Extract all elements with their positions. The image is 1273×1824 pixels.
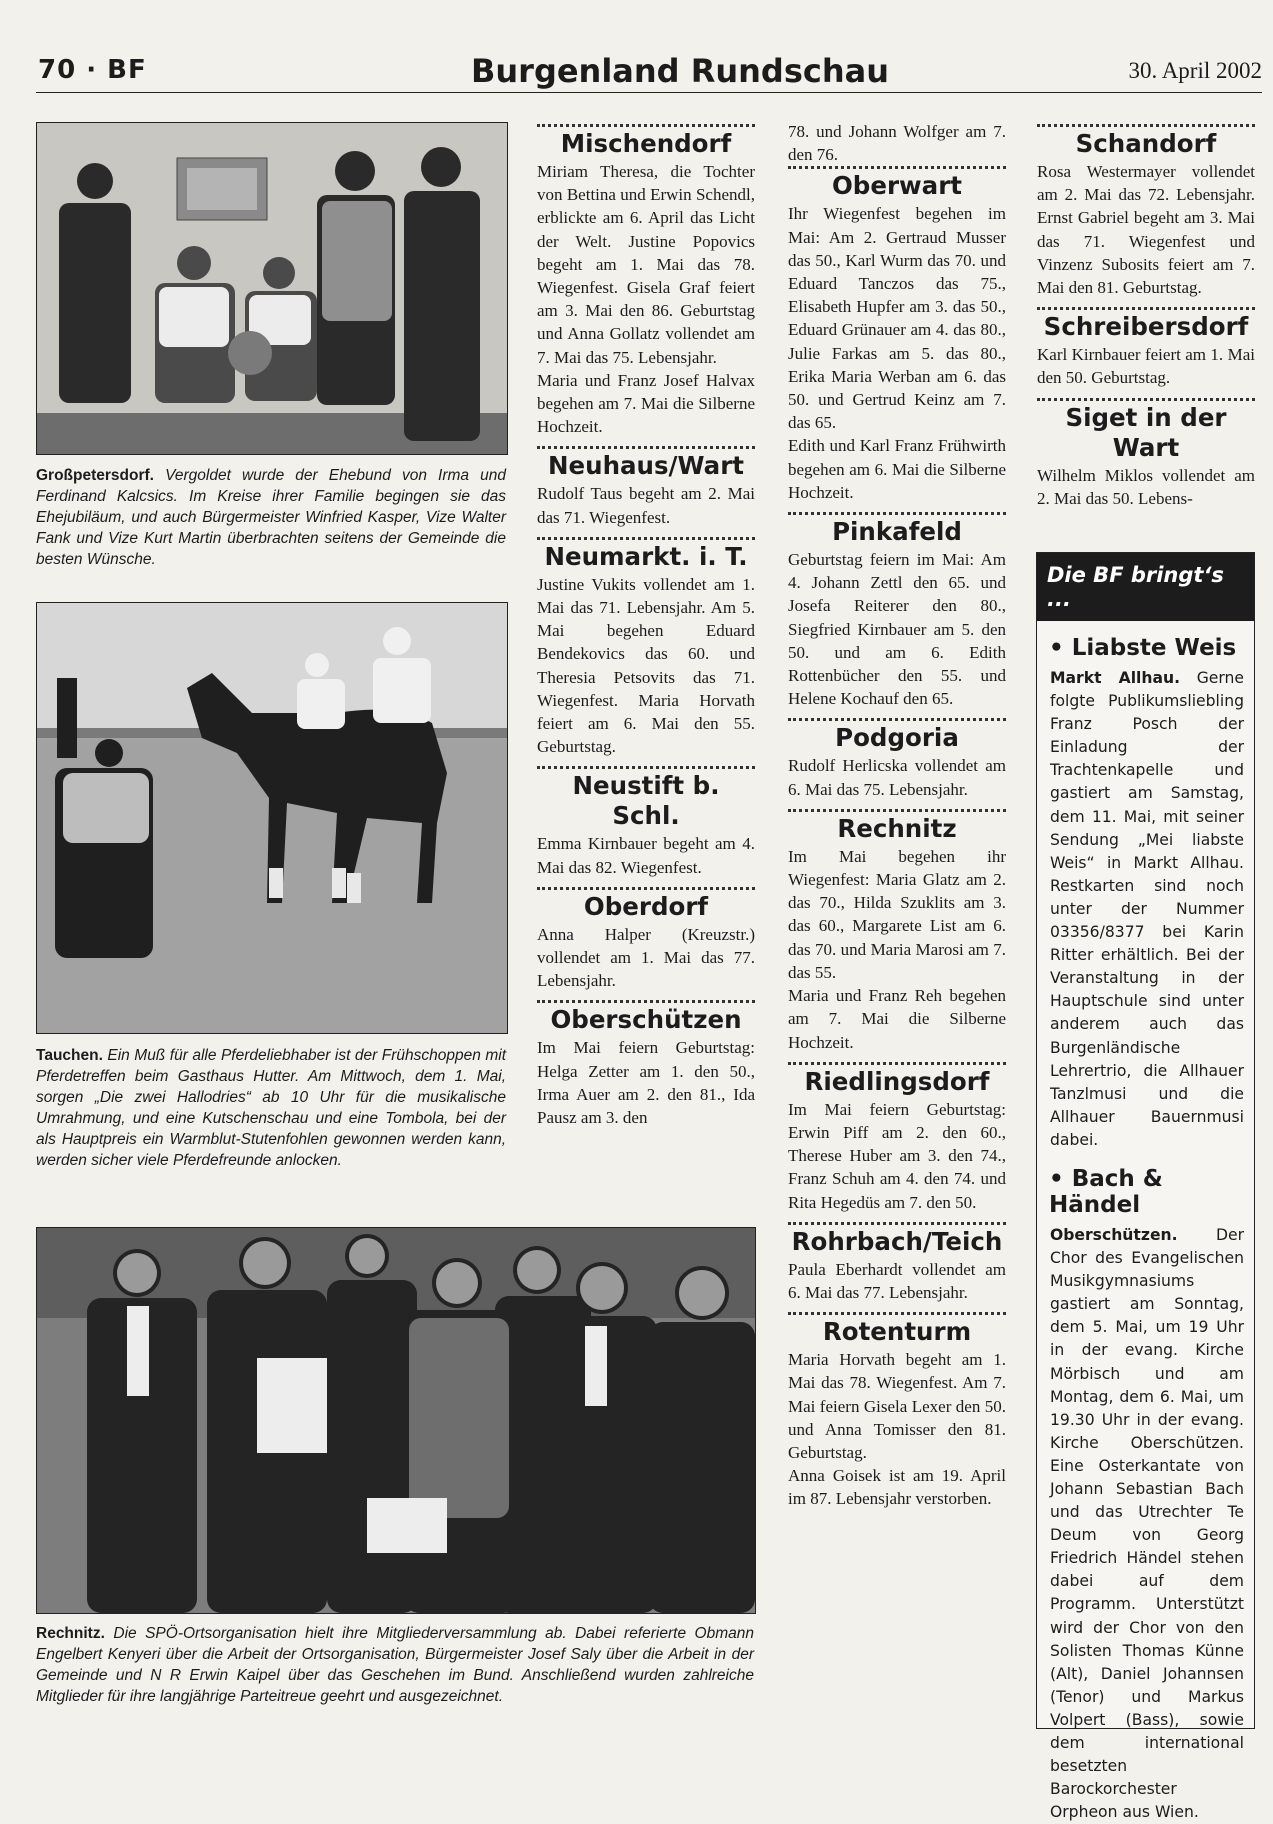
town-heading: Rohrbach/Teich (791, 1226, 1003, 1256)
dotted-divider (1037, 124, 1255, 127)
section-text: Maria Horvath begeht am 1. Mai das 78. Wiegenfest. Am 7. Mai feiern Gisela Lexer den 50. und Anna Tomisser den 81. Geburtstag. (788, 1350, 1006, 1462)
event-body: Der Chor des Evangelischen Musikgymnasiums gastiert am Sonntag, dem 5. Mai, um 19 Uhr in der evang. Kirche Mörbisch und am Montag, dem 6. Mai, um 19.30 Uhr in der evang. Kirche Oberschützen. Eine Osterkantate von Johann Sebastian Bach und das Utrechter Te Deum von Georg Friedrich Händel stehen dabei auf dem Programm. Unterstützt wird der Chor von den Solisten Thomas Künne (Alt), Daniel Johannsen (Tenor) und Markus Volpert (Bass), sowie dem international besetzten Barockorchester Orpheon aus Wien. (1050, 1225, 1244, 1822)
section-rohrbach (788, 1222, 1006, 1304)
section-oberdorf (537, 887, 755, 993)
section-schreibersdorf (1037, 307, 1255, 389)
section-text: Rudolf Herlicska vollendet am 6. Mai das 75. Lebensjahr. (788, 756, 1006, 799)
section-neustift (537, 766, 755, 878)
photo-rechnitz (36, 1227, 756, 1614)
event-bach-haendel (1037, 1166, 1254, 1824)
dotted-divider (1037, 398, 1255, 401)
photo-grosspetersdorf (36, 122, 508, 455)
town-heading: Rechnitz (837, 813, 957, 843)
town-heading: Oberschützen (550, 1005, 742, 1035)
section-neuhaus (537, 446, 755, 528)
town-heading: Schreibersdorf (1043, 312, 1249, 342)
caption-text: Die SPÖ-Ortsorganisation hielt ihre Mitgliederversammlung ab. Dabei referierte Obmann Engelbert Kenyeri über die Arbeit der Ortsorganisation, Bürgermeister Josef Saly über die Arbeit in der Gemeinde und N R Erwin Kaipel über das Geschehen im Bund. Anschließend wurden zahlreiche Mitglieder für ihre langjährige Parteitreue geehrt und ausgezeichnet. (36, 1625, 754, 1705)
event-title: • Liabste Weis (1049, 635, 1237, 661)
town-heading: Schandorf (1075, 129, 1217, 158)
section-siget (1037, 398, 1255, 510)
photo-tauchen (36, 602, 508, 1034)
section-text: Im Mai feiern Geburtstag: Helga Zetter am 1. den 50., Irma Auer am 2. den 81., Ida Pausz am 3. den (537, 1038, 755, 1128)
dotted-divider (537, 537, 755, 540)
section-rechnitz (788, 809, 1006, 1054)
dotted-divider (788, 1062, 1006, 1065)
section-text: 78. und Johann Wolfger am 7. den 76. (788, 122, 1006, 165)
caption-place: Tauchen. (36, 1047, 103, 1064)
section-text: Rudolf Taus begeht am 2. Mai das 71. Wiegenfest. (537, 484, 755, 527)
caption-rechnitz (36, 1623, 754, 1707)
dotted-divider (788, 1312, 1006, 1315)
section-text: Im Mai feiern Geburtstag: Erwin Piff am 2. den 60., Therese Huber am 3. den 74., Franz Schuh am 4. den 74. und Rita Hegedüs am 7. den 50. (788, 1099, 1006, 1212)
section-text: Im Mai begehen ihr Wiegenfest: Maria Glatz am 2. das 70., Hilda Szuklits am 3. das 60., Margarete List am 6. das 70. und Maria Marosi am 7. das 55. (788, 846, 1006, 982)
town-heading: Oberwart (831, 171, 963, 201)
caption-text: Ein Muß für alle Pferdeliebhaber ist der Frühschoppen mit Pferdetreffen beim Gasthaus Hutter. Am Mittwoch, dem 1. Mai, sorgen „Die zwei Hallodries“ ab 10 Uhr für die musikalische Umrahmung, und eine Kutschenschau und eine Tombola, bei der als Hauptpreis ein Warmblut-Stutenfohlen gewonnen werden kann, werden sicher viele Pferdefreunde anlocken. (36, 1047, 506, 1169)
caption-place: Großpetersdorf. (36, 467, 154, 484)
section-text: Geburtstag feiern im Mai: Am 4. Johann Zettl den 65. und Josefa Reiterer den 80., Siegfried Kirnbauer am 5. den 50. und am 6. Edith Rottenbücher den 55. und Helene Kochauf den 65. (788, 550, 1006, 709)
section-text: Ihr Wiegenfest begehen im Mai: Am 2. Gertraud Musser das 50., Karl Wurm das 70. und Eduard Tanczos das 75., Elisabeth Hupfer am 3. das 50., Eduard Grünauer am 4. das 80., Julie Farkas am 5. das 80., Erika Maria Werban am 6. das 50. und Gertrud Keinz am 7. das 65. (788, 204, 1006, 433)
town-heading: Riedlingsdorf (804, 1066, 990, 1096)
section-text: Maria und Franz Josef Halvax begehen am 7. Mai die Silberne Hochzeit. (537, 370, 755, 437)
section-oberschuetzen (537, 1000, 755, 1129)
town-heading: Neuhaus/Wart (548, 451, 744, 481)
section-mischendorf (537, 124, 755, 438)
caption-place: Rechnitz. (36, 1625, 105, 1642)
event-liabste-weis (1037, 635, 1254, 1152)
section-text: Maria und Franz Reh begehen am 7. Mai die Silberne Hochzeit. (788, 986, 1006, 1052)
section-rotenturm (788, 1312, 1006, 1510)
section-text: Wilhelm Miklos vollendet am 2. Mai das 50. Lebens- (1037, 465, 1255, 508)
dotted-divider (1037, 307, 1255, 310)
events-banner: Die BF bringt‘s ... (1037, 553, 1254, 621)
events-box (1036, 552, 1255, 1822)
section-schandorf (1037, 124, 1255, 299)
section-text: Emma Kirnbauer begeht am 4. Mai das 82. Wiegenfest. (537, 834, 755, 877)
caption-tauchen (36, 1045, 506, 1171)
event-text (1050, 1224, 1244, 1824)
section-podgoria (788, 718, 1006, 800)
dotted-divider (788, 718, 1006, 721)
dotted-divider (788, 1222, 1006, 1225)
section-text: Anna Halper (Kreuzstr.) vollendet am 1. Mai das 77. Lebensjahr. (537, 924, 755, 991)
event-text (1050, 667, 1244, 1152)
caption-grosspetersdorf (36, 465, 506, 570)
dotted-divider (788, 809, 1006, 812)
column-2 (788, 120, 1006, 1519)
event-body: Gerne folgte Publikumsliebling Franz Posch der Einladung der Trachtenkapelle und gastiert am Samstag, dem 11. Mai, mit seiner Sendung „Mei liabste Weis“ in Markt Allhau. Restkarten sind noch unter der Nummer 03356/8377 bei Karin Ritter erhältlich. Bei der Veranstaltung in der Hauptschule sind unter anderem auch das Burgenländische Lehrertrio, die Allhauer Tanzlmusi und die Allhauer Bauernmusi dabei. (1050, 669, 1244, 1149)
event-place: Oberschützen. (1050, 1225, 1178, 1244)
section-text: Karl Kirnbauer feiert am 1. Mai den 50. Geburtstag. (1037, 345, 1255, 388)
section-oberwart (788, 166, 1006, 504)
page-number: 70 · BF (38, 55, 147, 85)
section-pinkafeld (788, 512, 1006, 710)
town-heading: Siget in der Wart (1065, 402, 1227, 462)
newspaper-title: Burgenland Rundschau (470, 52, 889, 90)
section-riedlingsdorf (788, 1062, 1006, 1214)
dotted-divider (537, 887, 755, 890)
section-text: Edith und Karl Franz Frühwirth begehen am 6. Mai die Silberne Hochzeit. (788, 436, 1006, 502)
header-rule (36, 92, 1262, 93)
section-neumarkt (537, 537, 755, 759)
dotted-divider (788, 512, 1006, 515)
town-heading: Rotenturm (822, 1317, 972, 1347)
town-heading: Neustift b. Schl. (572, 771, 720, 831)
town-heading: Podgoria (835, 723, 959, 753)
column-3 (1037, 124, 1255, 518)
town-heading: Neumarkt. i. T. (544, 541, 748, 571)
section-text: Anna Goisek ist am 19. April im 87. Lebensjahr verstorben. (788, 1466, 1006, 1509)
section-text: Rosa Westermayer vollendet am 2. Mai das 72. Lebensjahr. Ernst Gabriel begeht am 3. Mai das 71. Wiegenfest und Vinzenz Subosits feiert am 7. Mai den 81. Geburtstag. (1037, 162, 1255, 298)
section-text: Justine Vukits vollendet am 1. Mai das 71. Lebensjahr. Am 5. Mai begehen Eduard Bendekovics das 60. und Theresia Petsovits das 71. Wiegenfest. Maria Horvath feiert am 6. Mai den 55. Geburtstag. (537, 574, 755, 757)
section-text: Miriam Theresa, die Tochter von Bettina und Erwin Schendl, erblickte am 6. April das Licht der Welt. Justine Popovics begeht am 1. Mai das 78. Wiegenfest. Gisela Graf feiert am 3. Mai den 86. Geburtstag und Anna Gollatz vollendet am 7. Mai das 75. Lebensjahr. (537, 162, 755, 367)
town-heading: Mischendorf (560, 129, 732, 158)
dotted-divider (788, 166, 1006, 169)
dotted-divider (537, 446, 755, 449)
event-place: Markt Allhau. (1050, 669, 1181, 687)
event-title: • Bach & Händel (1049, 1165, 1163, 1218)
dotted-divider (537, 1000, 755, 1003)
issue-date: 30. April 2002 (1128, 58, 1262, 83)
section-text: Paula Eberhardt vollendet am 6. Mai das 77. Lebensjahr. (788, 1259, 1006, 1302)
town-heading: Pinkafeld (832, 517, 962, 547)
caption-text: Vergoldet wurde der Ehebund von Irma und Ferdinand Kalcsics. Im Kreise ihrer Familie begingen sie das Ehejubiläum, und auch Bürgermeister Winfried Kasper, Vize Walter Fank und Vize Kurt Martin überbrachten seitens der Gemeinde die besten Wünsche. (36, 467, 506, 568)
dotted-divider (537, 124, 755, 127)
dotted-divider (537, 766, 755, 769)
column-1 (537, 124, 755, 1137)
town-heading: Oberdorf (583, 891, 709, 921)
